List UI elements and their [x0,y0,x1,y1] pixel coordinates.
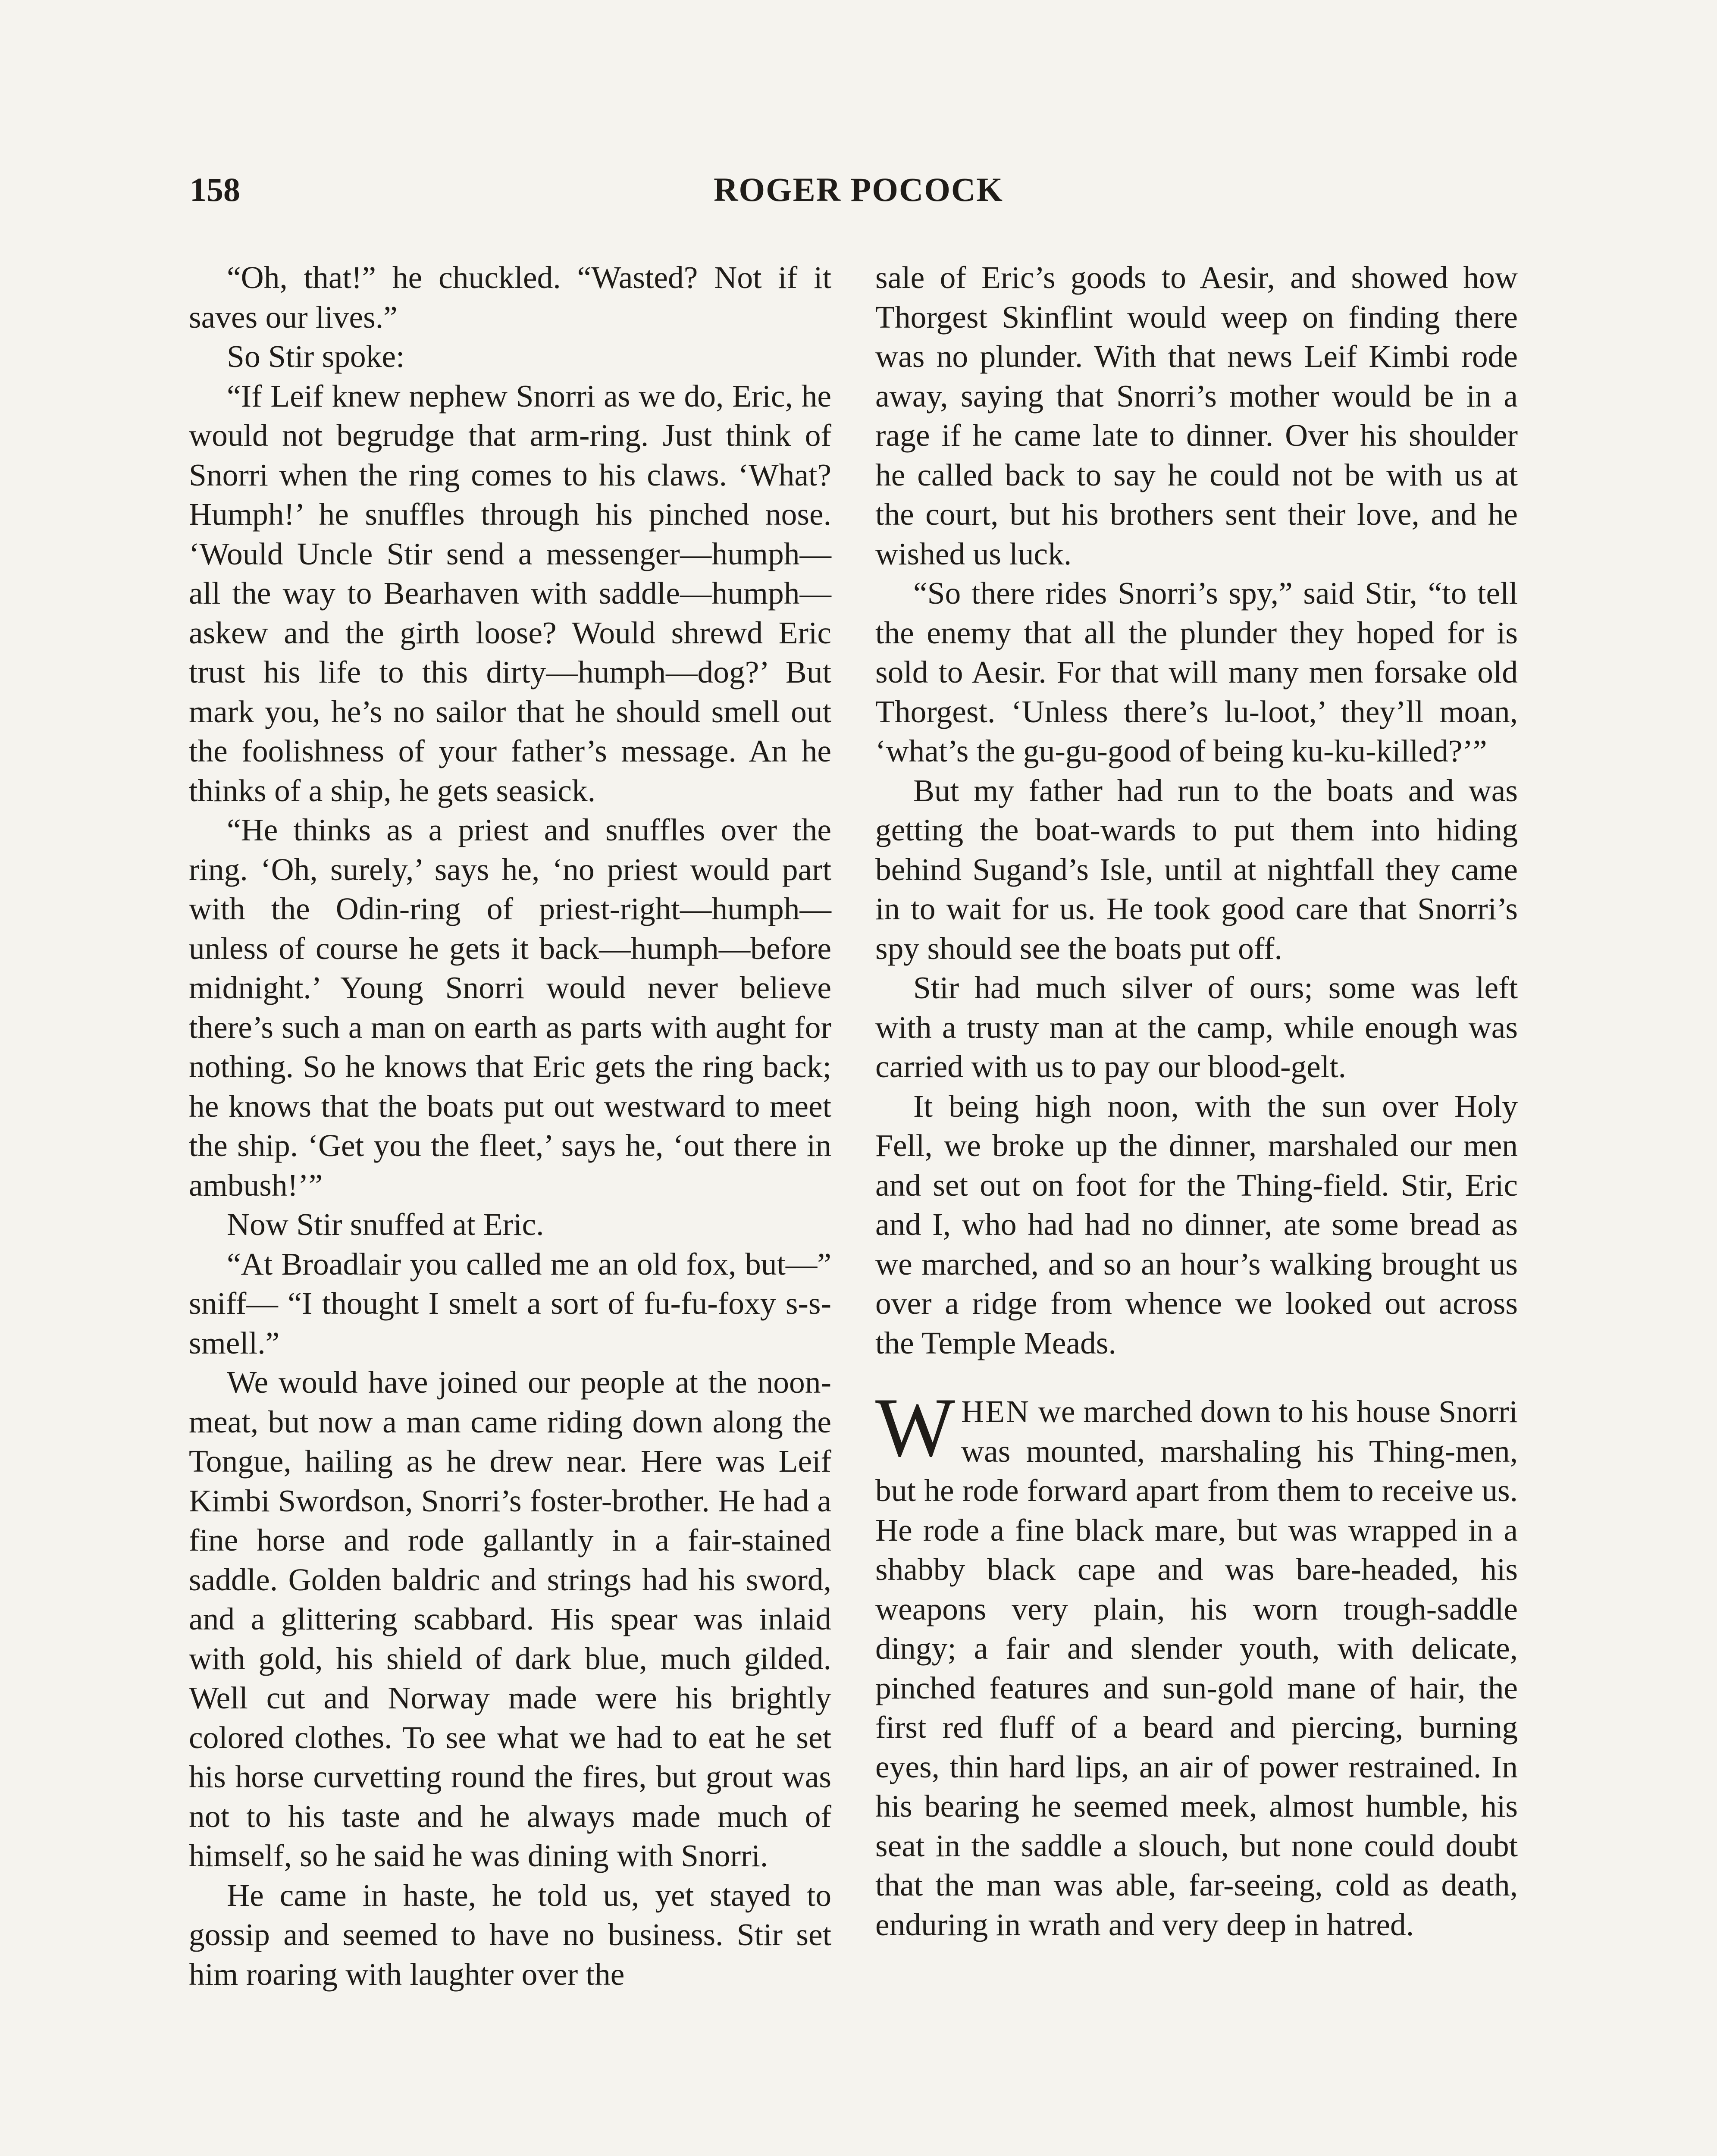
paragraph: “He thinks as a priest and snuffles over the ring. ‘Oh, surely,’ says he, ‘no priest would part with the Odin-ring of priest-right—humph—unless of course he gets it back—humph—before midnight.’ Young Snorri would never believe there’s such a man on earth as parts with aught for nothing. So he knows that Eric gets the ring back; he knows that the boats put out westward to meet the ship. ‘Get you the fleet,’ says he, ‘out there in ambush!’” [189,812,831,1203]
lead-caps: HEN [961,1394,1031,1429]
running-head: ROGER POCOCK [714,171,1003,208]
paragraph: But my father had run to the boats and was getting the boat-wards to put them into hiding behind Sugand’s Isle, until at nightfall they came in to wait for us. He took good care that Snorri’s spy should see the boats put off. [875,773,1518,966]
paragraph: It being high noon, with the sun over Holy Fell, we broke up the dinner, marshaled our men and set out on foot for the Thing-field. Stir, Eric and I, who had had no dinner, ate some bread as we marched, and so an hour’s walking brought us over a ridge from whence we looked out across the Temple Meads. [875,1088,1518,1360]
paragraph: “At Broadlair you called me an old fox, but—” sniff— “I thought I smelt a sort of fu-fu-foxy s-s-smell.” [189,1246,831,1360]
paragraph: “Oh, that!” he chuckled. “Wasted? Not if it saves our lives.” [189,260,831,335]
paragraph: “So there rides Snorri’s spy,” said Stir, “to tell the enemy that all the plunder they hoped for is sold to Aesir. For that will many men forsake old Thorgest. ‘Unless there’s lu-loot,’ they’ll moan, ‘what’s the gu-gu-good of being ku-ku-killed?’” [875,576,1518,768]
paragraph: We would have joined our people at the noon-meat, but now a man came riding down along the Tongue, hailing as he drew near. Here was Leif Kimbi Swordson, Snorri’s foster-brother. He had a fine horse and rode gallantly in a fair-stained saddle. Golden baldric and strings had his sword, and a glittering scabbard. His spear was inlaid with gold, his shield of dark blue, much gilded. Well cut and Norway made were his brightly colored clothes. To see what we had to eat he set his horse curvetting round the fires, but grout was not to his taste and he always made much of himself, so he said he was dining with Snorri. [189,1365,831,1873]
section-opening-paragraph [875,1381,1518,1944]
paragraph: Now Stir snuffed at Eric. [227,1207,544,1242]
paragraph: “If Leif knew nephew Snorri as we do, Eric, he would not begrudge that arm-ring. Just think of Snorri when the ring comes to his claws. ‘What? Humph!’ he snuffles through his pinched nose. ‘Would Uncle Stir send a messenger—humph—all the way to Bearhaven with saddle—humph—askew and the girth loose? Would shrewd Eric trust his life to this dirty—humph—dog?’ But mark you, he’s no sailor that he should smell out the foolishness of your father’s message. An he thinks of a ship, he gets seasick. [189,378,831,808]
section-text: we marched down to his house Snorri was mounted, marshaling his Thing-men, but he rode forward apart from them to receive us. He rode a fine black mare, but was wrapped in a shabby black cape and was bare-headed, his weapons very plain, his worn trough-saddle dingy; a fair and slender youth, with delicate, pinched features and sun-gold mane of hair, the first red fluff of a beard and piercing, burning eyes, thin hard lips, an air of power restrained. In his bearing he seemed meek, almost humble, his seat in the saddle a slouch, but none could doubt that the man was able, far-seeing, cold as death, enduring in wrath and very deep in hatred. [875,1394,1518,1942]
right-column [875,258,1518,1944]
paragraph: So Stir spoke: [227,339,405,374]
paragraph: He came in haste, he told us, yet stayed to gossip and seemed to have no business. Stir set him roaring with laughter over the [189,1877,831,1992]
left-column [189,258,831,1994]
paragraph: sale of Eric’s goods to Aesir, and showed how Thorgest Skinflint would weep on finding there was no plunder. With that news Leif Kimbi rode away, saying that Snorri’s mother would be in a rage if he came late to dinner. Over his shoulder he called back to say he could not be with us at the court, but his brothers sent their love, and he wished us luck. [875,260,1518,571]
drop-cap: W [875,1381,955,1474]
paragraph: Stir had much silver of ours; some was left with a trusty man at the camp, while enough was carried with us to pay our blood-gelt. [875,970,1518,1084]
section-break [875,1363,1518,1392]
page-number: 158 [190,171,240,208]
